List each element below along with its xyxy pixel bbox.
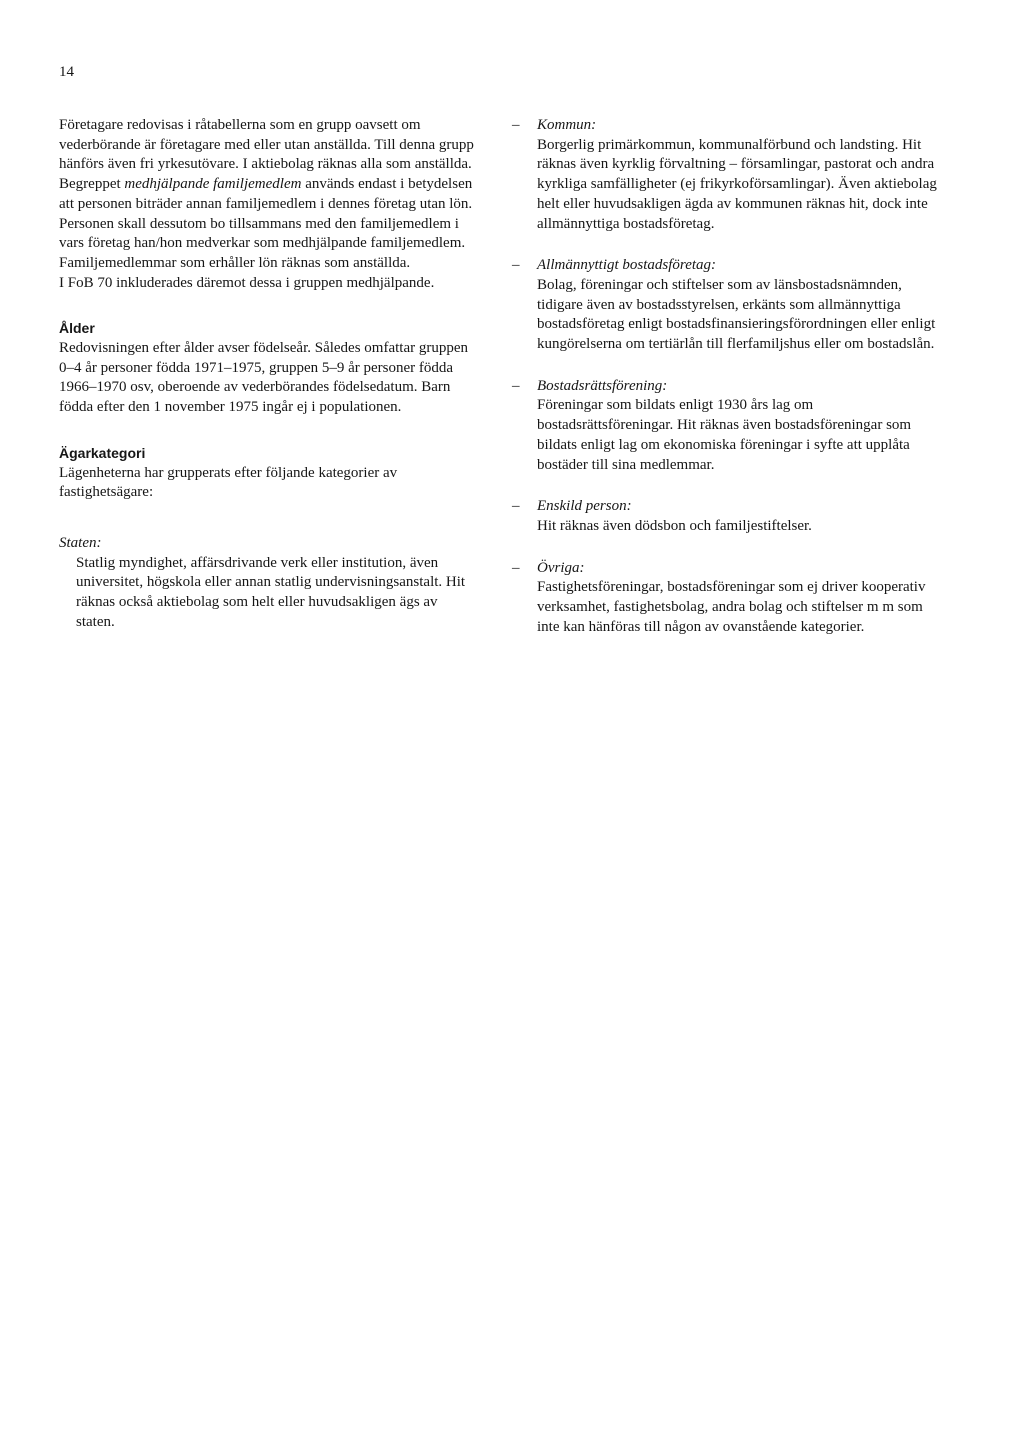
- kommun-entry: [512, 116, 940, 234]
- allmannyttigt-title: – Allmännyttigt bostadsföretag:: [512, 256, 940, 276]
- intro-2-suffix: används endast i betydelsen att personen biträder annan familjemedlem i dennes företag utan lön. Personen skall dessutom bo tillsammans med den familjemedlem i vars företag han/hon medverkar som medhjälpande familjemedlem.: [59, 176, 473, 252]
- dash-mark: –: [512, 257, 520, 274]
- alder-heading: Ålder: [59, 320, 95, 337]
- dash-mark: –: [512, 498, 520, 515]
- ovriga-entry: [512, 559, 940, 638]
- kommun-title: – Kommun:: [512, 116, 940, 136]
- bostadsrattsforening-entry: [512, 377, 940, 476]
- dash-mark: –: [512, 117, 520, 133]
- dash-mark: –: [512, 559, 520, 576]
- alder-text: Redovisningen efter ålder avser födelseår. Således omfattar gruppen 0–4 år personer födda 1971–1975, gruppen 5–9 år personer födda 1966–1970 osv, oberoende av vederbörandes födelsedatum. Barn födda efter den 1 november 1975 ingår ej i populationen.: [59, 340, 469, 416]
- bostadsrattsforening-text: Föreningar som bildats enligt 1930 års lag om bostadsrättsföreningar. Hit räknas även bostadsföreningar som bildats enligt lag om ekonomiska föreningar i syfte att upplåta bostäder till sina medlemmar.: [537, 397, 912, 473]
- allmannyttigt-text: Bolag, föreningar och stiftelser som av länsbostadsnämnden, tidigare även av bostadsstyrelsen, erkänts som allmännyttiga bostadsföretag enligt bostadsfinansieringsförordningen eller enligt kungörelserna om tertiärlån till flerfamiljshus eller om bostadslån.: [537, 276, 936, 353]
- staten-title: Staten:: [59, 534, 102, 551]
- left-column: [59, 116, 479, 632]
- intro-paragraph-3: Familjemedlemmar som erhåller lön räknas som anställda.: [59, 254, 411, 271]
- ovriga-title: – Övriga:: [512, 559, 940, 579]
- enskild-person-title: – Enskild person:: [512, 497, 940, 517]
- allmannyttigt-entry: [512, 256, 940, 355]
- intro-paragraph-1: Företagare redovisas i råtabellerna som en grupp oavsett om vederbörande är företagare med eller utan anställda. Till denna grupp hänförs även fri yrkesutövare. I aktiebolag räknas alla som anställda.: [59, 117, 474, 173]
- page-number: 14: [59, 64, 74, 80]
- enskild-person-text: Hit räknas även dödsbon och familjestiftelser.: [537, 517, 812, 534]
- kommun-text: Borgerlig primärkommun, kommunalförbund och landsting. Hit räknas även kyrklig förvaltning – församlingar, pastorat och andra kyrkliga samfälligheter (ej frikyrkoförsamlingar). Även aktiebolag helt eller huvudsakligen ägda av kommunen räknas hit, dock inte allmännyttiga bostadsföretag.: [537, 136, 937, 232]
- intro-paragraph-2: [59, 175, 479, 254]
- intro-2-term: medhjälpande familjemedlem: [124, 176, 302, 193]
- intro-paragraph-4: I FoB 70 inkluderades däremot dessa i gruppen medhjälpande.: [59, 274, 435, 291]
- staten-text: Statlig myndighet, affärsdrivande verk eller institution, även universitet, högskola eller annan statlig undervisningsanstalt. Hit räknas också aktiebolag som helt eller huvudsakligen ägs av staten.: [76, 554, 466, 630]
- dash-mark: –: [512, 377, 520, 394]
- right-column: [512, 116, 940, 659]
- agarkategori-text: Lägenheterna har grupperats efter följande kategorier av fastighetsägare:: [59, 464, 398, 501]
- intro-2-prefix: Begreppet: [59, 176, 125, 193]
- agarkategori-heading: Ägarkategori: [59, 444, 146, 461]
- ovriga-text: Fastighetsföreningar, bostadsföreningar som ej driver kooperativ verksamhet, fastighetsbolag, andra bolag och stiftelser m m som inte kan hänföras till någon av ovanstående kategorier.: [537, 579, 926, 635]
- bostadsrattsforening-title: – Bostadsrättsförening:: [512, 377, 940, 397]
- enskild-person-entry: [512, 497, 940, 536]
